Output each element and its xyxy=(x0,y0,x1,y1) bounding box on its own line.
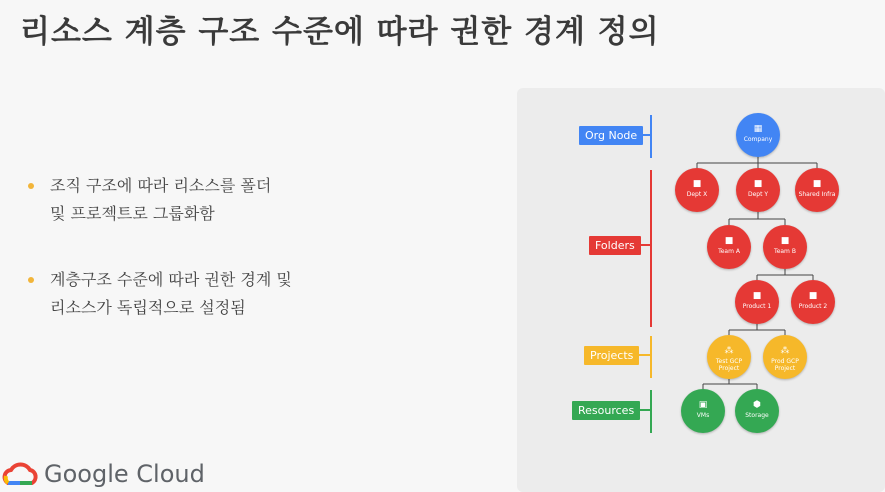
company-node: ▦ Company xyxy=(736,113,780,157)
folder-icon: ■ xyxy=(780,236,790,246)
bullet-item xyxy=(28,172,358,228)
bullet-list xyxy=(28,172,358,322)
test-gcp-project-node: ⁂ Test GCP Project xyxy=(707,335,751,379)
vms-node: ▣ VMs xyxy=(681,389,725,433)
team-b-node: ■ Team B xyxy=(763,225,807,269)
storage-node: ⬢ Storage xyxy=(735,389,779,433)
folder-icon: ■ xyxy=(753,179,763,189)
bullet-dot-icon xyxy=(28,183,34,189)
projects-label: Projects xyxy=(584,346,639,365)
google-cloud-logo-text: Google Cloud xyxy=(44,460,205,488)
dept-x-node: ■ Dept X xyxy=(675,168,719,212)
folder-icon: ■ xyxy=(808,291,818,301)
bullet-dot-icon xyxy=(28,277,34,283)
building-icon: ▦ xyxy=(753,124,763,134)
org-node-label: Org Node xyxy=(579,126,643,145)
folder-icon: ■ xyxy=(724,236,734,246)
prod-gcp-project-node: ⁂ Prod GCP Project xyxy=(763,335,807,379)
slide-title: 리소스 계층 구조 수준에 따라 권한 경계 정의 xyxy=(20,14,660,50)
folder-icon: ■ xyxy=(692,179,702,189)
vm-icon: ▣ xyxy=(698,400,708,410)
resources-label: Resources xyxy=(572,401,640,420)
project-icon: ⁂ xyxy=(780,346,790,356)
bullet-text: 조직 구조에 따라 리소스를 폴더 및 프로젝트로 그룹화함 xyxy=(50,176,272,223)
folders-label: Folders xyxy=(589,236,641,255)
product-2-node: ■ Product 2 xyxy=(791,280,835,324)
product-1-node: ■ Product 1 xyxy=(735,280,779,324)
team-a-node: ■ Team A xyxy=(707,225,751,269)
shared-infra-node: ■ Shared Infra xyxy=(795,168,839,212)
project-icon: ⁂ xyxy=(724,346,734,356)
bullet-item xyxy=(28,266,358,322)
folder-icon: ■ xyxy=(752,291,762,301)
storage-icon: ⬢ xyxy=(753,400,761,410)
folder-icon: ■ xyxy=(812,179,822,189)
bullet-text: 계층구조 수준에 따라 권한 경계 및 리소스가 독립적으로 설정됨 xyxy=(50,270,292,317)
google-cloud-logo-icon xyxy=(2,461,38,489)
resource-hierarchy-diagram xyxy=(517,88,885,492)
dept-y-node: ■ Dept Y xyxy=(736,168,780,212)
